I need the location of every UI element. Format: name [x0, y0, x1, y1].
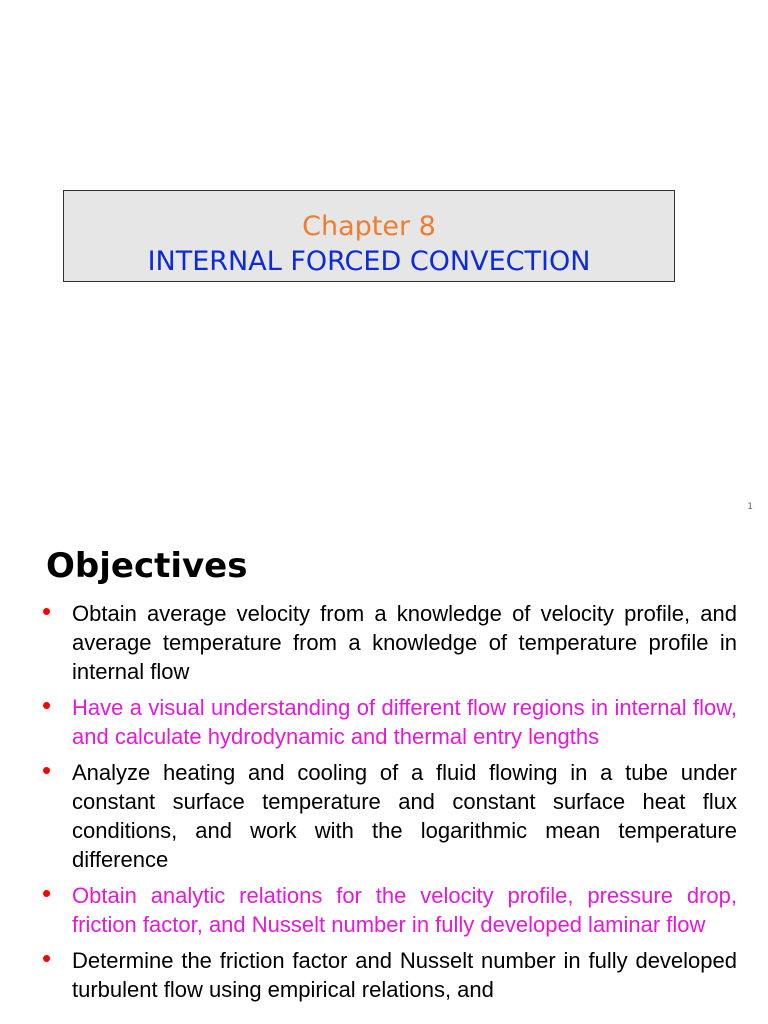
- bullet-text: Obtain average velocity from a knowledge of velocity profile, and average temperature from a knowledge of temperature profile in internal flow: [72, 601, 737, 684]
- bullet-dot-icon: •: [42, 690, 52, 720]
- objectives-list: [42, 596, 737, 1011]
- bullet-dot-icon: •: [42, 596, 52, 626]
- chapter-title: INTERNAL FORCED CONVECTION: [147, 246, 591, 277]
- bullet-text: Determine the friction factor and Nusselt number in fully developed turbulent flow using empirical relations, and: [72, 948, 737, 1002]
- bullet-dot-icon: •: [42, 878, 52, 908]
- bullet-text: Analyze heating and cooling of a fluid flowing in a tube under constant surface temperature and constant surface heat flux conditions, and work with the logarithmic mean temperature difference: [72, 760, 737, 872]
- list-item: [42, 878, 737, 939]
- bullet-text: Have a visual understanding of different flow regions in internal flow, and calculate hydrodynamic and thermal entry lengths: [72, 695, 737, 749]
- chapter-label: Chapter 8: [302, 211, 436, 242]
- list-item: [42, 596, 737, 686]
- objectives-heading: Objectives: [46, 546, 248, 586]
- page-number: 1: [747, 502, 753, 512]
- list-item: [42, 690, 737, 751]
- objectives-slide: [0, 522, 768, 1024]
- bullet-dot-icon: •: [42, 755, 52, 785]
- list-item: [42, 943, 737, 1004]
- list-item: [42, 755, 737, 874]
- bullet-dot-icon: •: [42, 943, 52, 973]
- title-box: [63, 190, 675, 282]
- bullet-text: Obtain analytic relations for the velocity profile, pressure drop, friction factor, and Nusselt number in fully developed laminar flow: [72, 883, 737, 937]
